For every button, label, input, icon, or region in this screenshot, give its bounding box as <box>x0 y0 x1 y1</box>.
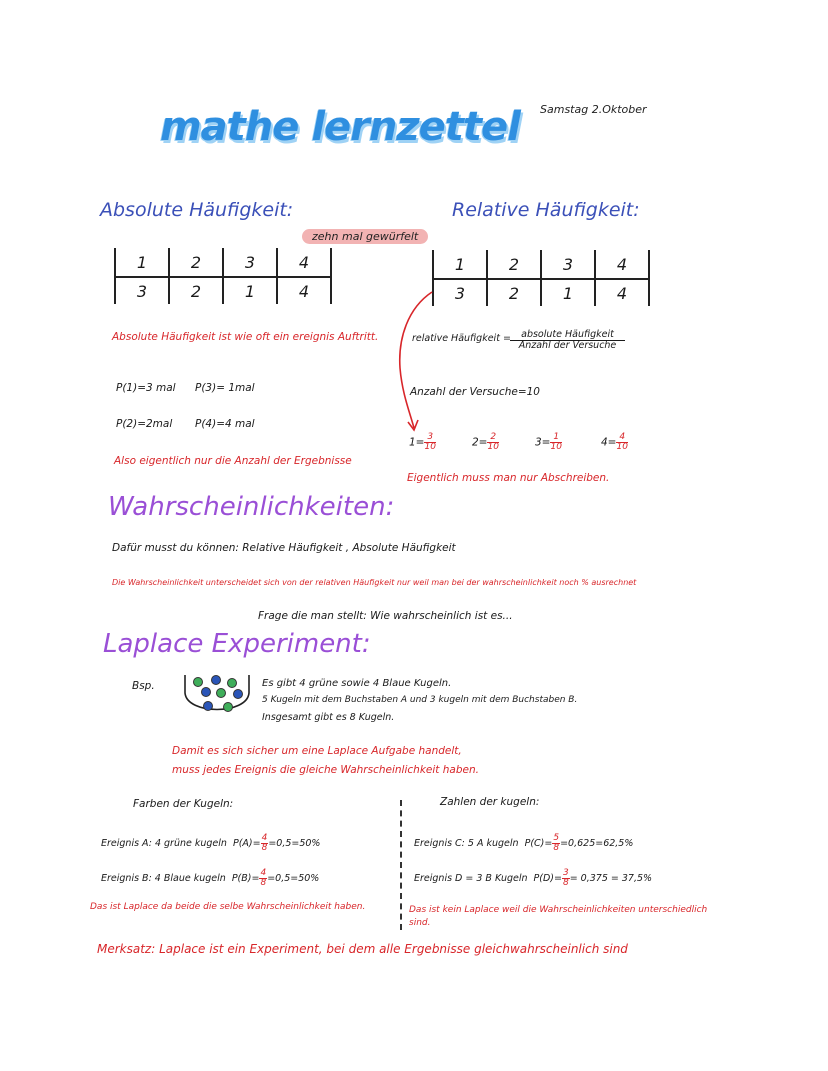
probability-p2: P(2)=2mal <box>116 418 173 430</box>
table-cell: 3 <box>433 279 487 306</box>
fraction-numerator: 2 <box>487 433 498 443</box>
blue-ball-icon <box>233 689 243 699</box>
laplace-condition-1: Damit es sich sicher um eine Laplace Aufgabe handelt, <box>172 745 462 757</box>
relative-formula-left: relative Häufigkeit = <box>412 333 511 344</box>
relative-frequency-table <box>432 250 650 306</box>
event-a <box>101 834 320 853</box>
urn-illustration <box>183 673 251 723</box>
table-cell: 3 <box>115 277 169 304</box>
fraction-numerator: 3 <box>562 868 569 878</box>
absolute-frequency-heading: Absolute Häufigkeit: <box>100 199 294 221</box>
table-cell: 1 <box>115 248 169 277</box>
relative-formula-fraction <box>510 330 625 350</box>
example-line-2: 5 Kugeln mit dem Buchstaben A und 3 kugeln mit dem Buchstaben B. <box>262 695 578 705</box>
probability-question: Frage die man stellt: Wie wahrscheinlich ist es... <box>258 610 513 622</box>
fraction-denominator: 8 <box>260 878 267 888</box>
event-b-text: Ereignis B: 4 Blaue kugeln <box>101 873 226 884</box>
dice-note-pill: zehn mal gewürfelt <box>302 229 428 244</box>
fraction-label: 4= <box>601 436 617 449</box>
green-ball-icon <box>223 702 233 712</box>
absolute-definition: Absolute Häufigkeit ist wie oft ein ereignis Auftritt. <box>112 331 379 343</box>
event-c-p: P(C)= <box>524 838 553 849</box>
green-ball-icon <box>216 688 226 698</box>
relative-frequency-heading: Relative Häufigkeit: <box>452 199 640 221</box>
probability-heading: Wahrscheinlichkeiten: <box>108 492 395 522</box>
fraction-label: 2= <box>472 436 488 449</box>
table-cell: 4 <box>595 250 649 279</box>
green-ball-icon <box>227 678 237 688</box>
example-line-1: Es gibt 4 grüne sowie 4 Blaue Kugeln. <box>262 678 452 689</box>
colors-conclusion: Das ist Laplace da beide die selbe Wahrscheinlichkeit haben. <box>90 902 366 912</box>
event-a-result: =0,5=50% <box>268 838 321 849</box>
table-cell: 3 <box>223 248 277 277</box>
fraction-2 <box>472 433 499 452</box>
fraction-denominator: 10 <box>616 442 628 452</box>
green-ball-icon <box>193 677 203 687</box>
page-title: mathe lernzettel <box>160 104 520 150</box>
table-cell: 2 <box>169 277 223 304</box>
table-cell: 1 <box>433 250 487 279</box>
event-b-p: P(B)= <box>231 873 260 884</box>
fraction-denominator: 8 <box>261 843 268 853</box>
table-cell: 2 <box>487 279 541 306</box>
fraction-numerator: 5 <box>553 833 560 843</box>
curved-arrow-icon <box>388 288 438 438</box>
fraction-label: 3= <box>535 436 551 449</box>
table-cell: 4 <box>277 248 331 277</box>
event-d <box>414 869 652 888</box>
numbers-heading: Zahlen der kugeln: <box>440 796 540 808</box>
event-b-result: =0,5=50% <box>267 873 320 884</box>
fraction-numerator: 4 <box>261 833 268 843</box>
blue-ball-icon <box>201 687 211 697</box>
fraction-4 <box>601 433 628 452</box>
event-c-result: =0,625=62,5% <box>560 838 634 849</box>
laplace-heading: Laplace Experiment: <box>103 629 371 659</box>
table-cell: 3 <box>541 250 595 279</box>
laplace-rule: Merksatz: Laplace ist ein Experiment, bei dem alle Ergebnisse gleichwahrscheinlich sind <box>97 942 628 956</box>
probability-p3: P(3)= 1mal <box>195 382 255 394</box>
absolute-note: Also eigentlich nur die Anzahl der Ergebnisse <box>114 455 352 467</box>
fraction-denominator: 10 <box>424 442 436 452</box>
table-cell: 4 <box>595 279 649 306</box>
event-d-p: P(D)= <box>533 873 562 884</box>
column-divider <box>400 800 402 930</box>
event-d-text: Ereignis D = 3 B Kugeln <box>414 873 528 884</box>
blue-ball-icon <box>211 675 221 685</box>
absolute-frequency-table <box>114 248 332 304</box>
fraction-numerator: 4 <box>616 433 627 443</box>
table-cell: 2 <box>487 250 541 279</box>
laplace-condition-2: muss jedes Ereignis die gleiche Wahrscheinlichkeit haben. <box>172 764 479 776</box>
fraction-denominator: 10 <box>487 442 499 452</box>
formula-denominator: Anzahl der Versuche <box>518 339 617 351</box>
probability-p4: P(4)=4 mal <box>195 418 255 430</box>
relative-note: Eigentlich muss man nur Abschreiben. <box>407 472 610 484</box>
formula-numerator: absolute Häufigkeit <box>510 330 625 341</box>
table-cell: 1 <box>541 279 595 306</box>
probability-difference: Die Wahrscheinlichkeit unterscheidet sich von der relativen Häufigkeit nur weil man bei der wahrscheinlichkeit noch % ausrechnet <box>112 578 637 587</box>
attempts-count: Anzahl der Versuche=10 <box>410 386 540 398</box>
example-label: Bsp. <box>132 680 155 692</box>
event-a-p: P(A)= <box>232 838 261 849</box>
date-label: Samstag 2.Oktober <box>540 103 647 116</box>
probability-p1: P(1)=3 mal <box>116 382 176 394</box>
fraction-denominator: 8 <box>553 843 560 853</box>
example-line-3: Insgesamt gibt es 8 Kugeln. <box>262 712 395 723</box>
event-c <box>414 834 633 853</box>
numbers-conclusion-2: sind. <box>409 918 431 928</box>
table-cell: 1 <box>223 277 277 304</box>
event-d-result: = 0,375 = 37,5% <box>569 873 653 884</box>
table-cell: 4 <box>277 277 331 304</box>
event-b <box>101 869 319 888</box>
fraction-numerator: 3 <box>424 433 435 443</box>
fraction-numerator: 1 <box>550 433 561 443</box>
event-a-text: Ereignis A: 4 grüne kugeln <box>101 838 227 849</box>
table-cell: 2 <box>169 248 223 277</box>
fraction-denominator: 8 <box>562 878 569 888</box>
fraction-numerator: 4 <box>260 868 267 878</box>
fraction-denominator: 10 <box>550 442 562 452</box>
fraction-label: 1= <box>409 436 425 449</box>
colors-heading: Farben der Kugeln: <box>133 798 234 810</box>
fraction-1 <box>409 433 436 452</box>
probability-requirements: Dafür musst du können: Relative Häufigkeit , Absolute Häufigkeit <box>112 542 456 554</box>
blue-ball-icon <box>203 701 213 711</box>
event-c-text: Ereignis C: 5 A kugeln <box>414 838 519 849</box>
numbers-conclusion-1: Das ist kein Laplace weil die Wahrscheinlichkeiten unterschiedlich <box>409 905 708 915</box>
fraction-3 <box>535 433 562 452</box>
